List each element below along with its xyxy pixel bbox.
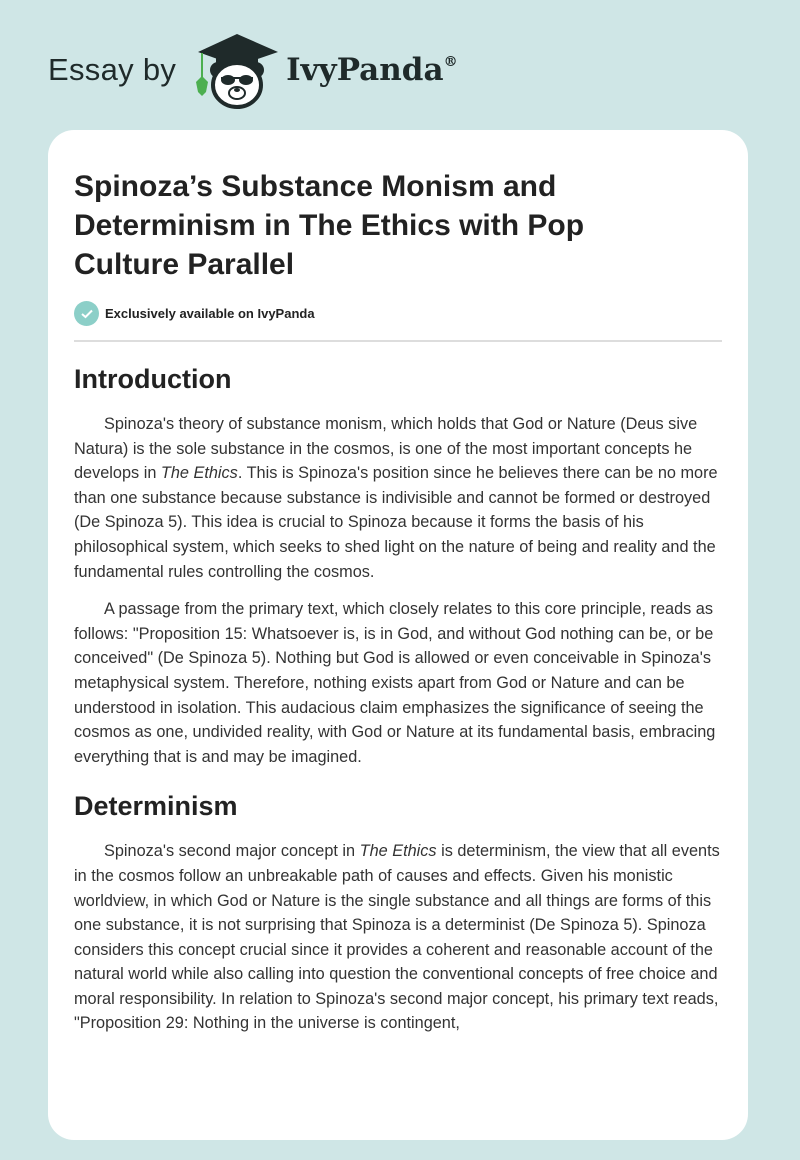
text: is determinism, the view that all events in the cosmos follow an unbreakable path of causes and effects. Given his monistic worldview, in which God or Nature is the single substance and all things are forms of this one substance, it is not surprising that Spinoza is a determinist (De Spinoza 5). Spinoza considers this concept crucial since it provides a coherent and reasonable account of the natural world while also calling into question the conventional concepts of free choice and moral responsibility. In relation to Spinoza's second major concept, his primary text reads, "Proposition 29: Nothing in the universe is contingent, xyxy=(74,842,720,1033)
divider xyxy=(74,340,722,342)
section-heading: Introduction xyxy=(74,364,232,394)
text: Spinoza's theory of substance monism, which holds that God or Nature (Deus sive Natura) is the sole substance in the cosmos, is one of the most important concepts he develops in xyxy=(74,415,698,483)
text: Spinoza's second major concept in xyxy=(104,842,360,861)
essay-title: Spinoza’s Substance Monism and Determinism in The Ethics with Pop Culture Parallel xyxy=(74,170,585,281)
panda-logo-icon[interactable] xyxy=(194,30,280,110)
text: . This is Spinoza's position since he believes there can be no more than one substance because substance is indivisible and cannot be formed or destroyed (De Spinoza 5). This idea is crucial to Spinoza because it forms the basis of his philosophical system, which seeks to shed light on the nature of being and reality and the fundamental rules controlling the cosmos. xyxy=(74,464,718,581)
essay-by-label: Essay by xyxy=(48,52,177,87)
brand-name[interactable] xyxy=(286,52,457,88)
paragraph xyxy=(74,412,722,584)
text: A passage from the primary text, which closely relates to this core principle, reads as follows: "Proposition 15: Whatsoever is, is in God, and without God nothing can be, or be conceived" (De Spinoza 5). Nothing but God is allowed or even conceivable in Spinoza's metaphysical system. Therefore, nothing exists apart from God or Nature and can be understood in isolation. This audacious claim emphasizes the significance of seeing the cosmos as one, undivided reality, with God or Nature at its fundamental basis, embracing everything that is and may be imagined. xyxy=(74,600,716,766)
check-circle-icon xyxy=(74,301,99,326)
exclusive-label: Exclusively available on IvyPanda xyxy=(105,306,315,321)
italic-title: The Ethics xyxy=(160,464,238,483)
registered-mark: ® xyxy=(443,54,458,70)
paragraph xyxy=(74,839,722,1036)
paragraph xyxy=(74,597,722,769)
essay-card xyxy=(48,130,748,1140)
italic-title: The Ethics xyxy=(359,842,437,861)
exclusive-badge xyxy=(74,301,722,326)
section-heading: Determinism xyxy=(74,791,238,822)
site-header xyxy=(48,30,458,110)
brand-text: IvyPanda xyxy=(286,52,444,88)
